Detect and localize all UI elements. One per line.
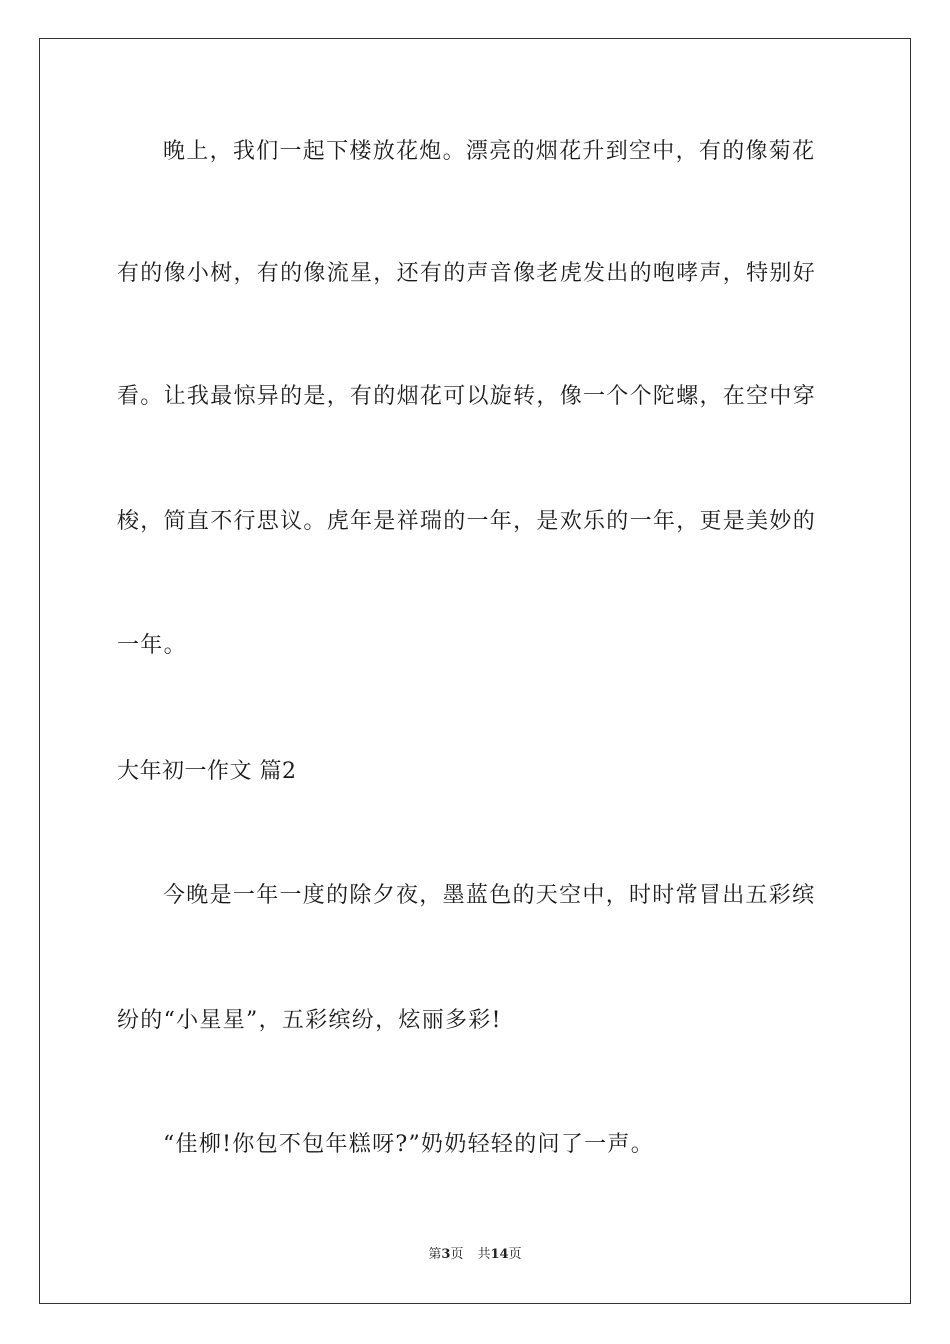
paragraph-line: 梭，简直不行思议。虎年是祥瑞的一年，是欢乐的一年，更是美妙的 <box>117 509 817 534</box>
page-footer <box>0 1246 950 1264</box>
paragraph-line: 晚上，我们一起下楼放花炮。漂亮的烟花升到空中，有的像菊花 <box>163 139 816 164</box>
total-pages-number: 14 <box>490 1247 509 1262</box>
page-border <box>39 38 911 1304</box>
total-suffix: 页 <box>508 1247 522 1262</box>
paragraph-line: 有的像小树，有的像流星，还有的声音像老虎发出的咆哮声，特别好 <box>117 261 817 286</box>
page-suffix: 页 <box>450 1247 464 1262</box>
paragraph-line: 一年。 <box>117 633 187 658</box>
page-prefix: 第 <box>428 1247 442 1262</box>
section-heading: 大年初一作文 篇2 <box>117 759 297 784</box>
paragraph-line: “佳柳!你包不包年糕呀?”奶奶轻轻的问了一声。 <box>163 1132 655 1157</box>
total-prefix: 共 <box>477 1247 491 1262</box>
paragraph-line: 看。让我最惊异的是，有的烟花可以旋转，像一个个陀螺，在空中穿 <box>117 384 817 409</box>
current-page-number: 3 <box>441 1247 451 1262</box>
paragraph-line: 今晚是一年一度的除夕夜，墨蓝色的天空中，时时常冒出五彩缤 <box>163 883 816 908</box>
paragraph-line: 纷的“小星星”，五彩缤纷，炫丽多彩! <box>117 1008 502 1033</box>
